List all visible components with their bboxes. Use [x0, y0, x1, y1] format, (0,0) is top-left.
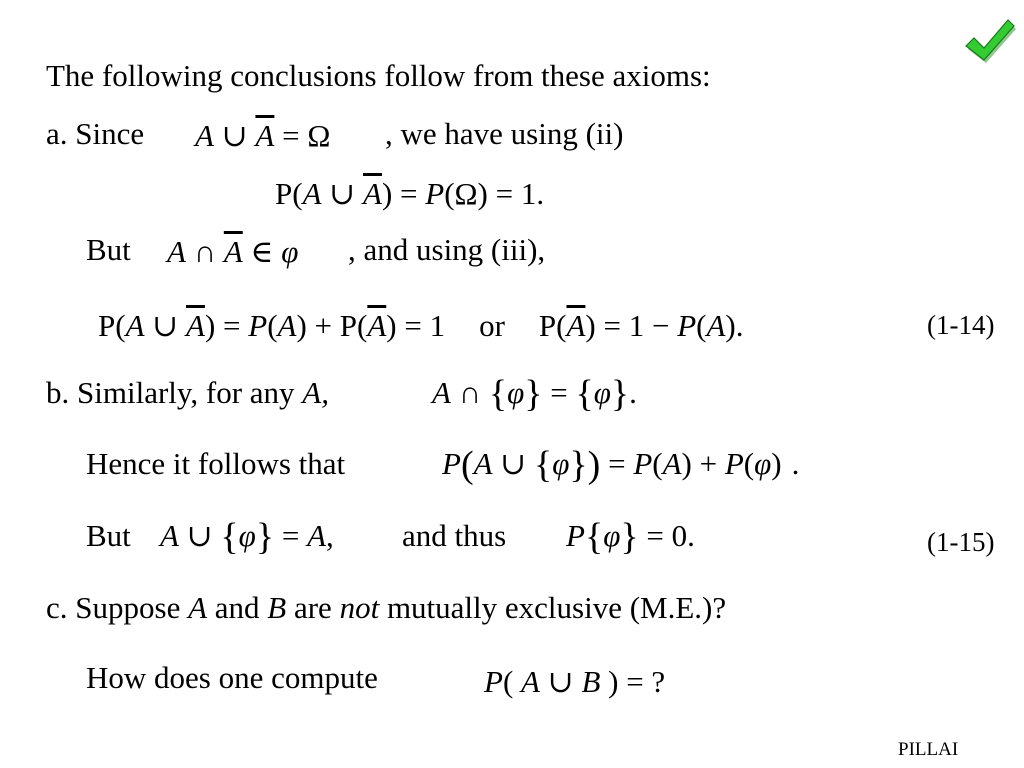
math-prob-omega: P(A ∪ $\overline{A}) = P(\Omega) = 1$.: [275, 176, 545, 211]
math-union-phi-prob: P(A ∪ {φ}) = P(A) + P(φ) .: [442, 444, 800, 486]
item-a-but: But: [86, 232, 131, 267]
item-b-and-thus: and thus: [402, 518, 507, 553]
equation-number-1-14: (1-14): [927, 310, 995, 340]
equation-number-1-15: (1-15): [927, 527, 995, 557]
math-intersection-empty: A ∩ $\overline{A}$ ∈ φ: [167, 234, 299, 269]
item-b-hence: Hence it follows that: [86, 446, 346, 481]
item-b-prefix: b. Similarly, for any A,: [46, 375, 329, 410]
item-a-and-using: , and using (iii),: [348, 232, 546, 267]
math-prob-phi-zero: P{φ} = 0.: [566, 516, 695, 558]
math-eq-1-14: P(A ∪ $\overline{A}) = P(A) + P(\overline{A}) = 1$ or $P(\overline{A}) = 1 - P(A)$.: [98, 308, 744, 343]
item-c-text: c. Suppose A and B are not mutually exclusive (M.E.)?: [46, 590, 727, 625]
item-b-but: But: [86, 518, 131, 553]
math-a-union-complement: A ∪ $\overline{A} = \Omega$: [195, 118, 331, 153]
item-a-prefix: a. Since: [46, 116, 145, 151]
checkmark-icon: [962, 16, 1016, 66]
math-prob-union-ab: P( A ∪ B ) = ?: [484, 664, 666, 699]
footer-author: PILLAI: [898, 739, 959, 760]
math-union-phi: A ∪ {φ} = A,: [160, 516, 334, 558]
item-a-suffix: , we have using (ii): [385, 116, 624, 151]
item-c-question: How does one compute: [86, 660, 378, 695]
math-intersection-phi: A ∩ {φ} = {φ}.: [432, 373, 637, 415]
intro-text: The following conclusions follow from these axioms:: [46, 58, 711, 93]
